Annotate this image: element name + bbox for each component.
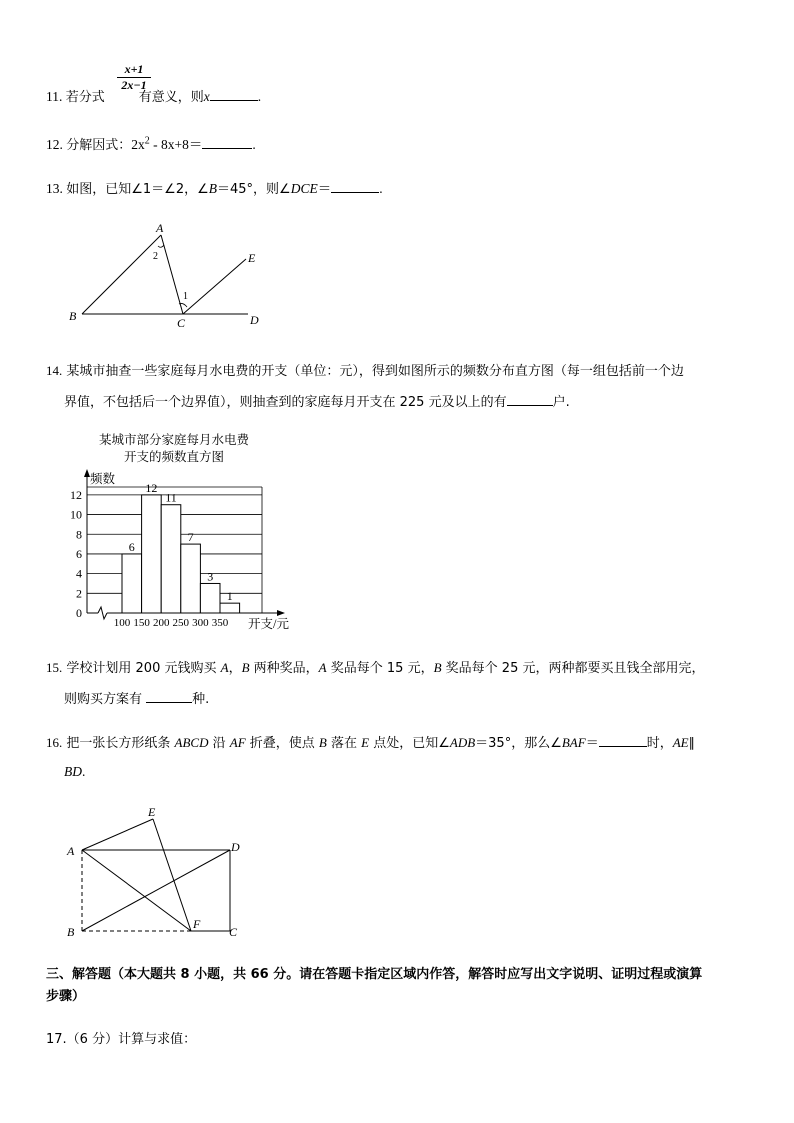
q11-suffix: 有意义，则 [138, 90, 204, 105]
q15-text-a: 学校计划用 200 元钱购买 [66, 661, 221, 676]
line-bd [82, 850, 230, 931]
q16-period: . [82, 764, 86, 779]
fraction-denominator: 2x−1 [117, 77, 151, 93]
q13-middle: ＝45°，则∠ [217, 182, 291, 197]
axis-break-zigzag [98, 607, 107, 619]
q12-period: . [252, 137, 256, 152]
q16-text-c: 折叠，使点 [245, 736, 319, 751]
q12-answer-blank[interactable] [202, 136, 252, 149]
question-13 [46, 177, 383, 197]
line-ce [183, 259, 246, 314]
label-angle-2: 2 [153, 251, 158, 262]
label-b: B [69, 309, 77, 323]
bar-value-label: 11 [165, 490, 177, 505]
y-tick-label: 12 [70, 487, 82, 502]
q15-text-c: 奖品每个 15 元， [326, 661, 434, 676]
section-3-heading [46, 963, 702, 982]
question-15-line1 [46, 657, 704, 676]
label-angle-1: 1 [183, 291, 188, 302]
histogram-bar [161, 505, 181, 613]
section-3-heading-line2 [46, 985, 85, 1004]
question-12 [46, 133, 256, 153]
x-tick-label: 100 [113, 617, 131, 629]
q15-var-a2: A [318, 660, 327, 675]
q16-text-f: 点处，已知∠ [369, 736, 450, 751]
y-tick-label: 10 [70, 507, 82, 522]
chart-title-block [86, 431, 262, 465]
q16-text-g: ＝35°，那么∠ [475, 736, 562, 751]
question-16-line2 [64, 764, 85, 780]
angle-2-arc [158, 245, 164, 247]
q15-var-a: A [220, 660, 229, 675]
label-e: E [148, 805, 156, 819]
q13-angle-b: B [208, 181, 218, 196]
question-17 [46, 1028, 196, 1047]
label-c: C [177, 316, 186, 330]
question-14-line1 [46, 360, 684, 379]
y-tick-label: 8 [76, 527, 82, 542]
q16-bd: BD [64, 764, 82, 779]
bar-value-label: 6 [128, 539, 135, 554]
q15-text-d: 奖品每个 25 元，两种都要买且钱全部用完， [441, 661, 705, 676]
bar-value-label: 3 [207, 569, 214, 584]
line-ae [82, 819, 153, 850]
q14-number: 14. [46, 363, 63, 378]
chart-title: 某城市部分家庭每月水电费 [98, 432, 249, 447]
section-3-line2: 步骤） [46, 989, 86, 1004]
q16-text-i: 时， [646, 736, 673, 751]
x-axis-arrow [277, 610, 285, 616]
q11-variable: x [203, 89, 210, 104]
label-d: D [250, 313, 259, 327]
x-tick-label: 200 [152, 617, 170, 629]
label-d: D [231, 840, 240, 854]
bar-value-label: 1 [226, 589, 233, 604]
q16-equals: ＝ [585, 736, 599, 751]
line-af [82, 850, 191, 931]
histogram-bar [181, 544, 201, 613]
q15-answer-blank[interactable] [146, 690, 192, 703]
q16-number: 16. [46, 735, 63, 750]
q14-line2-end: 户. [552, 395, 570, 410]
q16-af: AF [229, 735, 246, 750]
x-tick-label: 250 [172, 617, 190, 629]
histogram-bar [200, 583, 220, 613]
section-3-line1: 三、解答题（本大题共 8 小题，共 66 分。请在答题卡指定区域内作答，解答时应写出文字说明、证明过程或演算 [46, 967, 703, 982]
y-tick-label: 2 [76, 586, 82, 601]
q16-answer-blank[interactable] [599, 734, 647, 747]
q15-line2-end: 种. [192, 692, 210, 707]
q12-text: 分解因式： [66, 138, 132, 153]
y-tick-label: 4 [76, 566, 82, 581]
question-15-line2 [64, 688, 209, 707]
y-tick-label: 6 [76, 546, 82, 561]
bar-value-label: 7 [187, 530, 194, 545]
q16-text-b: 沿 [208, 736, 230, 751]
q17-text: 17.（6 分）计算与求值： [46, 1032, 197, 1047]
q16-parallel-sign: ∥ [688, 736, 696, 751]
histogram-chart [60, 466, 310, 634]
line-ac [161, 235, 183, 314]
q15-number: 15. [46, 660, 63, 675]
q12-number: 12. [46, 137, 63, 152]
q12-expr-b: - 8x+8＝ [149, 137, 203, 152]
label-a: A [156, 221, 164, 235]
x-axis-label: 开支/元 [248, 617, 289, 631]
q15-comma: ， [228, 661, 242, 676]
q16-adb: ADB [449, 735, 476, 750]
histogram-bar [142, 495, 162, 613]
q11-number: 11. [46, 89, 63, 104]
q11-period: . [257, 89, 262, 104]
q13-period: . [379, 181, 383, 196]
line-ba [82, 235, 161, 314]
q16-figure [60, 800, 260, 945]
q14-line1-text: 某城市抽查一些家庭每月水电费的开支（单位：元），得到如图所示的频数分布直方图（每一组包括前一个边 [66, 364, 684, 379]
question-16-line1 [46, 732, 695, 751]
fraction-numerator: x+1 [124, 62, 144, 76]
q14-line2-text: 界值，不包括后一个边界值），则抽查到的家庭每月开支在 225 元及以上的有 [64, 395, 507, 410]
q12-expr-a: 2x [131, 137, 145, 152]
q16-ae: AE [672, 735, 689, 750]
x-tick-label: 300 [192, 617, 209, 629]
question-14-line2 [64, 391, 570, 410]
q13-equals: ＝ [317, 181, 332, 196]
x-tick-label: 150 [133, 617, 150, 629]
q11-prefix: 若分式 [65, 90, 105, 105]
label-b: B [67, 925, 75, 939]
q13-number: 13. [46, 181, 63, 196]
q16-text-d: 落在 [326, 736, 362, 751]
q16-point-e: E [361, 735, 370, 750]
q13-prefix: 如图，已知∠1＝∠2，∠ [66, 182, 209, 197]
x-tick-label: 350 [211, 617, 229, 629]
q16-baf: BAF [561, 735, 586, 750]
y-tick-label: 0 [76, 606, 82, 620]
q15-var-b2: B [433, 660, 442, 675]
q15-text-b: 两种奖品， [249, 661, 319, 676]
q14-answer-blank[interactable] [507, 393, 553, 406]
q16-point-b: B [318, 735, 327, 750]
q13-figure [60, 215, 280, 335]
q11-answer-blank[interactable] [210, 88, 258, 101]
q16-abcd: ABCD [174, 735, 209, 750]
bar-value-label: 12 [145, 480, 158, 495]
y-axis-label: 频数 [90, 472, 116, 486]
q16-text-a: 把一张长方形纸条 [66, 736, 175, 751]
histogram-bar [220, 603, 240, 613]
q12-exponent: 2 [144, 135, 150, 147]
q11-fraction [117, 62, 151, 93]
q13-answer-blank[interactable] [331, 180, 379, 193]
q15-line2-text: 则购买方案有 [64, 692, 147, 707]
label-e: E [248, 251, 256, 265]
label-c: C [229, 925, 238, 939]
chart-subtitle: 开支的频数直方图 [123, 449, 224, 464]
q13-angle-dce: DCE [290, 181, 318, 196]
q15-var-b: B [241, 660, 250, 675]
label-a: A [67, 844, 75, 858]
label-f: F [193, 917, 201, 931]
question-11 [46, 86, 261, 105]
histogram-bar [122, 554, 142, 613]
